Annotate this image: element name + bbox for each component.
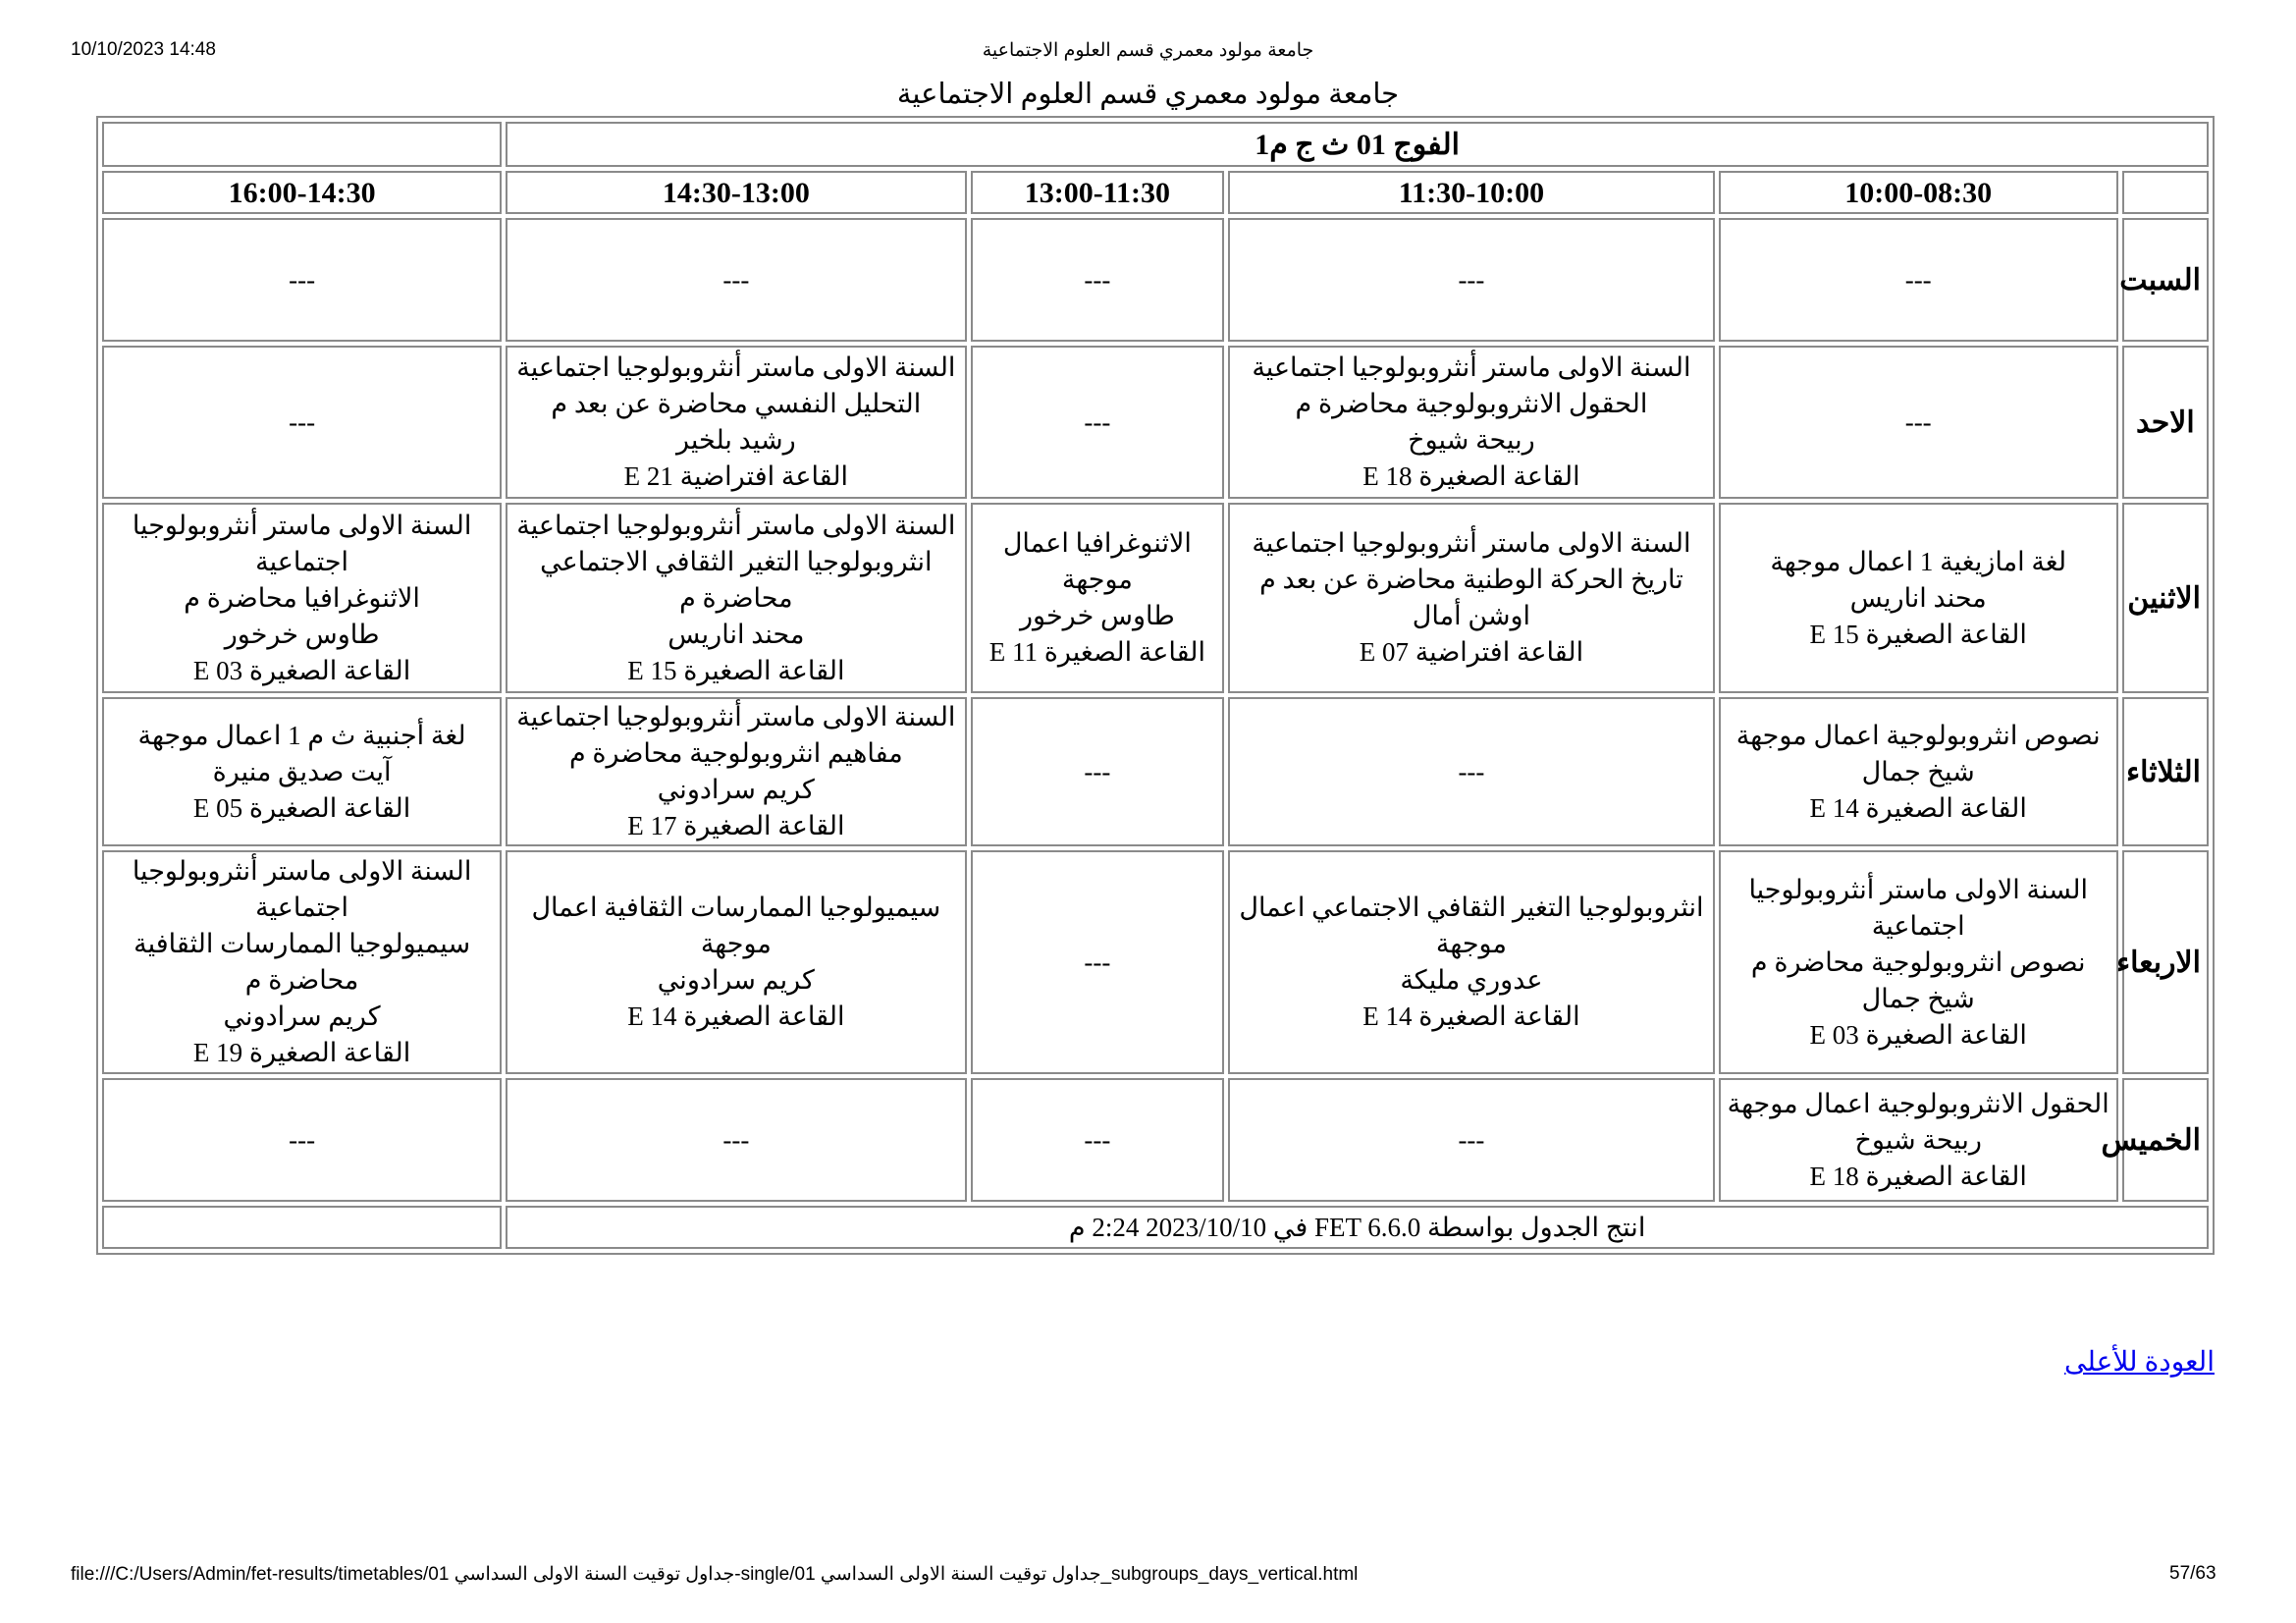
timetable-cell	[1228, 850, 1714, 1074]
timetable-cell	[102, 503, 502, 693]
cell-line: رشيد بلخير	[676, 425, 796, 455]
cell-line: ---	[1084, 947, 1111, 977]
cell-line: الاثنوغرافيا محاضرة م	[184, 582, 420, 613]
cell-line: اوشن أمال	[1412, 601, 1531, 630]
timetable-cell	[1719, 503, 2118, 693]
timetable-cell	[102, 697, 502, 846]
cell-line: القاعة الصغيرة 18 E	[1809, 1161, 2027, 1191]
cell-line: كريم سرادوني	[657, 775, 815, 804]
cell-line: التحليل النفسي محاضرة عن بعد م	[551, 389, 922, 418]
day-row-tuesday	[102, 697, 2209, 846]
cell-line: طاوس خرخور	[224, 619, 380, 649]
time-header: 10:00-08:30	[1719, 171, 2118, 214]
timetable-cell	[971, 1078, 1225, 1202]
group-header: الفوج 01 ث ج م1	[506, 122, 2209, 167]
day-row-sunday	[102, 346, 2209, 499]
timetable-cell	[1719, 1078, 2118, 1202]
cell-line: طاوس خرخور	[1020, 601, 1175, 630]
cell-line: السنة الاولى ماستر أنثروبولوجيا اجتماعية	[1252, 352, 1691, 382]
cell-line: سيميولوجيا الممارسات الثقافية اعمال	[531, 893, 941, 922]
cell-line: اجتماعية	[255, 893, 349, 922]
cell-line: انثروبولوجيا التغير الثقافي الاجتماعي	[540, 546, 933, 576]
cell-line: السنة الاولى ماستر أنثروبولوجيا اجتماعية	[516, 352, 956, 382]
cell-line: ---	[1458, 264, 1485, 295]
timetable-cell	[1228, 697, 1714, 846]
cell-line: ---	[1084, 756, 1111, 786]
cell-line: مفاهيم انثروبولوجية محاضرة م	[568, 738, 903, 768]
cell-line: السنة الاولى ماستر أنثروبولوجيا اجتماعية	[516, 510, 956, 540]
timetable-cell	[506, 503, 966, 693]
cell-line: ---	[1458, 756, 1485, 786]
generated-by-note: انتج الجدول بواسطة FET 6.6.0 في 2023/10/10 2:24 م	[506, 1206, 2209, 1249]
print-header-title: جامعة مولود معمري قسم العلوم الاجتماعية	[982, 40, 1314, 61]
cell-line: ---	[1904, 406, 1932, 437]
timetable-cell	[971, 346, 1225, 499]
timetable-cell	[102, 850, 502, 1074]
timetable-cell	[971, 850, 1225, 1074]
cell-line: موجهة	[700, 929, 772, 958]
cell-line: موجهة	[1435, 929, 1507, 958]
time-header: 16:00-14:30	[102, 171, 502, 214]
cell-line: القاعة الصغيرة 17 E	[627, 811, 845, 840]
print-page-number: 57/63	[2169, 1563, 2216, 1584]
timetable-cell	[1228, 218, 1714, 342]
cell-line: ---	[1904, 264, 1932, 295]
timetable-cell	[506, 346, 966, 499]
time-header: 11:30-10:00	[1228, 171, 1714, 214]
timetable-cell	[1719, 346, 2118, 499]
cell-line: شيخ جمال	[1861, 983, 1975, 1013]
timetable-cell	[971, 503, 1225, 693]
day-row-monday	[102, 503, 2209, 693]
timetable-cell	[102, 346, 502, 499]
cell-line: القاعة الصغيرة 14 E	[1809, 792, 2027, 823]
cell-line: الحقول الانثروبولوجية اعمال موجهة	[1727, 1088, 2109, 1118]
timetable-cell	[506, 850, 966, 1074]
cell-line: محاضرة م	[679, 582, 793, 613]
corner-cell	[2122, 171, 2209, 214]
timetable-container	[96, 116, 2215, 1255]
cell-line: محاضرة م	[244, 965, 359, 995]
timetable-cell	[1719, 697, 2118, 846]
cell-line: القاعة الصغيرة 11 E	[988, 637, 1206, 667]
cell-line: ---	[1458, 1124, 1485, 1155]
time-header: 14:30-13:00	[506, 171, 966, 214]
timetable	[96, 116, 2215, 1255]
cell-line: القاعة الصغيرة 19 E	[192, 1038, 411, 1067]
timetable-cell	[102, 1078, 502, 1202]
cell-line: السنة الاولى ماستر أنثروبولوجيا	[1748, 874, 2088, 904]
cell-line: ---	[289, 406, 316, 437]
cell-line: كريم سرادوني	[223, 1001, 381, 1031]
timetable-cell	[1719, 218, 2118, 342]
cell-line: كريم سرادوني	[657, 965, 815, 995]
timetable-cell	[971, 218, 1225, 342]
cell-line: اجتماعية	[1871, 910, 1965, 941]
cell-line: انثروبولوجيا التغير الثقافي الاجتماعي اعمال	[1239, 893, 1704, 922]
timetable-cell	[506, 218, 966, 342]
cell-line: اجتماعية	[255, 546, 349, 576]
cell-line: لغة امازيغية 1 اعمال موجهة	[1770, 546, 2067, 576]
day-label: الخميس	[2122, 1078, 2209, 1202]
print-footer-path: file:///C:/Users/Admin/fet-results/timetables/01 جداول توقيت السنة الاولى السداسي-single/01 جداول توقيت السنة الاولى السداسي_subgroups_days_vertical.html	[71, 1564, 1359, 1585]
cell-line: شيخ جمال	[1861, 756, 1975, 786]
day-label: الاحد	[2122, 346, 2209, 499]
cell-line: القاعة الصغيرة 14 E	[1362, 1001, 1580, 1031]
page-title: جامعة مولود معمري قسم العلوم الاجتماعية	[896, 79, 1400, 110]
day-label: السبت	[2122, 218, 2209, 342]
cell-line: القاعة الصغيرة 03 E	[1809, 1019, 2027, 1050]
cell-line: السنة الاولى ماستر أنثروبولوجيا	[132, 856, 472, 886]
corner-cell	[102, 1206, 502, 1249]
cell-line: سيميولوجيا الممارسات الثقافية	[133, 929, 471, 958]
cell-line: القاعة الصغيرة 14 E	[627, 1001, 845, 1031]
cell-line: ---	[722, 1124, 750, 1155]
day-row-wednesday	[102, 850, 2209, 1074]
cell-line: ---	[1084, 1124, 1111, 1155]
cell-line: السنة الاولى ماستر أنثروبولوجيا اجتماعية	[1252, 528, 1691, 558]
cell-line: ربيحة شيوخ	[1408, 425, 1535, 455]
timetable-cell	[1719, 850, 2118, 1074]
cell-line: ---	[722, 264, 750, 295]
timetable-cell	[506, 1078, 966, 1202]
timetable-cell	[1228, 346, 1714, 499]
cell-line: الاثنوغرافيا اعمال	[1002, 528, 1192, 558]
cell-line: السنة الاولى ماستر أنثروبولوجيا	[132, 510, 472, 540]
cell-line: نصوص انثروبولوجية محاضرة م	[1750, 947, 2086, 977]
timetable-cell	[506, 697, 966, 846]
day-row-saturday	[102, 218, 2209, 342]
day-label: الاثنين	[2122, 503, 2209, 693]
cell-line: القاعة الصغيرة 03 E	[192, 655, 411, 685]
print-datetime: 10/10/2023 14:48	[71, 39, 216, 60]
cell-line: القاعة الصغيرة 15 E	[627, 655, 845, 685]
cell-line: نصوص انثروبولوجية اعمال موجهة	[1735, 720, 2101, 750]
cell-line: القاعة افتراضية 07 E	[1359, 637, 1584, 667]
timetable-cell	[102, 218, 502, 342]
cell-line: السنة الاولى ماستر أنثروبولوجيا اجتماعية	[516, 702, 956, 731]
cell-line: موجهة	[1061, 565, 1133, 594]
timetable-cell	[1228, 1078, 1714, 1202]
day-label: الثلاثاء	[2122, 697, 2209, 846]
cell-line: محند اناريس	[667, 619, 805, 649]
timetable-cell	[1228, 503, 1714, 693]
cell-line: ---	[289, 264, 316, 295]
cell-line: القاعة الصغيرة 15 E	[1809, 619, 2027, 649]
cell-line: القاعة الصغيرة 05 E	[192, 792, 411, 823]
cell-line: ---	[1084, 406, 1111, 437]
cell-line: ربيحة شيوخ	[1854, 1124, 1982, 1155]
day-row-thursday	[102, 1078, 2209, 1202]
cell-line: آيت صديق منيرة	[212, 756, 392, 786]
cell-line: القاعة الصغيرة 18 E	[1362, 461, 1580, 491]
cell-line: لغة أجنبية ث م 1 اعمال موجهة	[137, 720, 466, 750]
cell-line: ---	[289, 1124, 316, 1155]
day-label: الاربعاء	[2122, 850, 2209, 1074]
cell-line: القاعة افتراضية 21 E	[623, 461, 849, 491]
corner-cell	[102, 122, 502, 167]
cell-line: تاريخ الحركة الوطنية محاضرة عن بعد م	[1259, 565, 1683, 594]
cell-line: عدوري مليكة	[1400, 965, 1543, 995]
back-to-top-link[interactable]: العودة للأعلى	[2064, 1347, 2215, 1378]
timetable-cell	[971, 697, 1225, 846]
cell-line: الحقول الانثروبولوجية محاضرة م	[1295, 389, 1648, 418]
cell-line: محند اناريس	[1849, 582, 1987, 613]
time-header: 13:00-11:30	[971, 171, 1225, 214]
cell-line: ---	[1084, 264, 1111, 295]
